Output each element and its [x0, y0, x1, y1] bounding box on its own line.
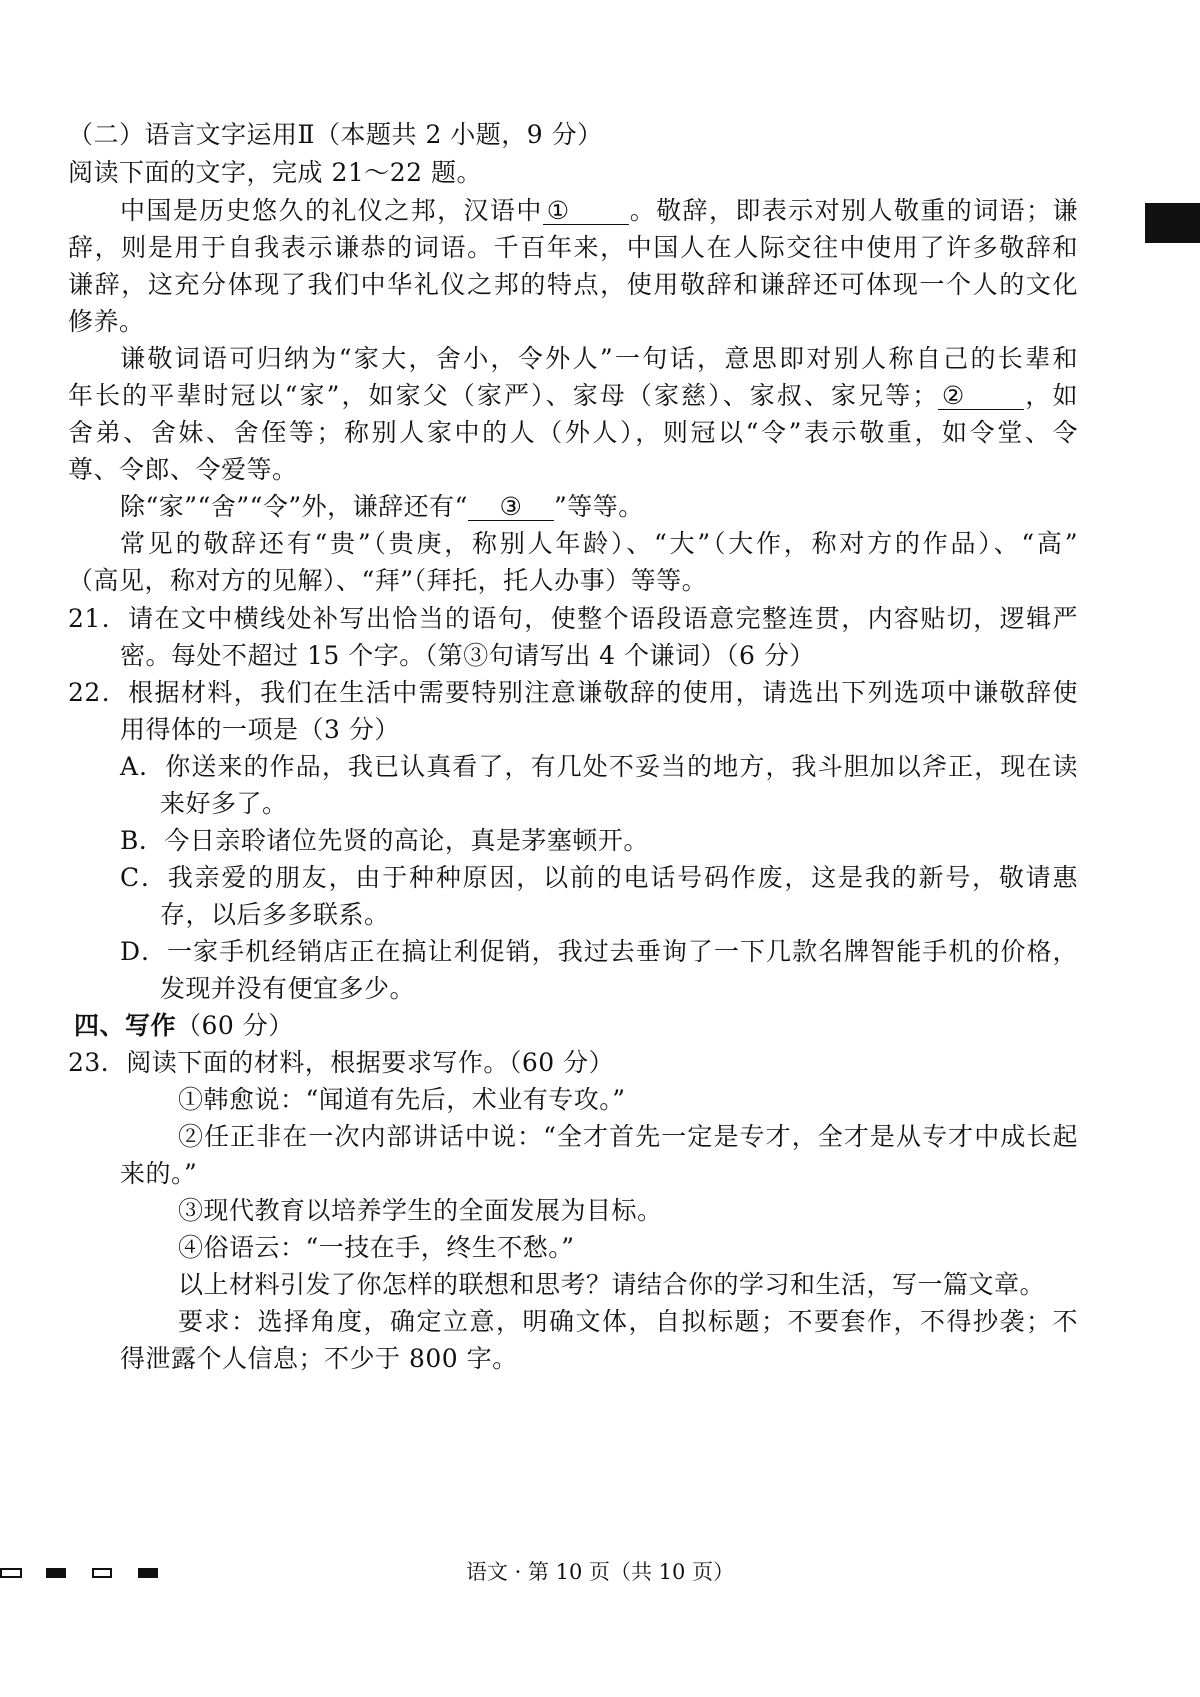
- passage-p2-line2: 年长的平辈时冠以“家”，如家父（家严）、家母（家慈）、家叔、家兄等； ② ，如: [68, 381, 1078, 410]
- question-22-line2: 用得体的一项是（3 分）: [120, 715, 400, 744]
- page-footer: 语文 · 第 10 页（共 10 页）: [465, 1560, 735, 1584]
- section-heading: （二）语言文字运用Ⅱ（本题共 2 小题，9 分）: [68, 120, 603, 149]
- page-edge-tab-mark: [1145, 203, 1200, 243]
- material-1: ①韩愈说：“闻道有先后，术业有专攻。”: [178, 1085, 626, 1114]
- question-21-line2: 密。每处不超过 15 个字。（第③句请写出 4 个谦词）（6 分）: [120, 641, 815, 670]
- passage-p2-line1: 谦敬词语可归纳为“家大，舍小，令外人”一句话，意思即对别人称自己的长辈和: [120, 344, 1078, 373]
- passage-p2-line4: 尊、令郎、令爱等。: [68, 455, 298, 484]
- material-3: ③现代教育以培养学生的全面发展为目标。: [178, 1196, 663, 1225]
- blank-2[interactable]: ②: [938, 383, 1024, 410]
- question-22-line1: 22．根据材料，我们在生活中需要特别注意谦敬辞的使用，请选出下列选项中谦敬辞使: [68, 678, 1078, 707]
- writing-prompt: 以上材料引发了你怎样的联想和思考？请结合你的学习和生活，写一篇文章。: [178, 1270, 1046, 1299]
- option-d-line1[interactable]: D．一家手机经销店正在搞让利促销，我过去垂询了一下几款名牌智能手机的价格，: [120, 937, 1078, 966]
- option-a-line1[interactable]: A．你送来的作品，我已认真看了，有几处不妥当的地方，我斗胆加以斧正，现在读: [120, 752, 1078, 781]
- writing-requirements-line1: 要求：选择角度，确定立意，明确文体，自拟标题；不要套作，不得抄袭；不: [178, 1307, 1078, 1336]
- passage-p1-line4: 修养。: [68, 307, 145, 336]
- passage-p3-line1: 除“家”“舍”“令”外，谦辞还有“ ③ ”等等。: [120, 492, 644, 521]
- passage-p1-line3: 谦辞，这充分体现了我们中华礼仪之邦的特点，使用敬辞和谦辞还可体现一个人的文化: [68, 270, 1078, 299]
- material-2-line1: ②任正非在一次内部讲话中说：“全才首先一定是专才，全才是从专才中成长起: [178, 1122, 1078, 1151]
- question-21-line1: 21．请在文中横线处补写出恰当的语句，使整个语段语意完整连贯，内容贴切，逻辑严: [68, 604, 1078, 633]
- option-c-line1[interactable]: C．我亲爱的朋友，由于种种原因，以前的电话号码作废，这是我的新号，敬请惠: [120, 863, 1078, 892]
- question-23: 23．阅读下面的材料，根据要求写作。（60 分）: [68, 1048, 615, 1077]
- option-b-line1[interactable]: B．今日亲聆诸位先贤的高论，真是茅塞顿开。: [120, 826, 649, 855]
- writing-heading: 四、写作（60 分）: [74, 1011, 294, 1040]
- passage-p2-line3: 舍弟、舍妹、舍侄等；称别人家中的人（外人），则冠以“令”表示敬重，如令堂、令: [68, 418, 1078, 447]
- material-4: ④俗语云：“一技在手，终生不愁。”: [178, 1233, 575, 1262]
- passage-p4-line1: 常见的敬辞还有“贵”（贵庚，称别人年龄）、“大”（大作，称对方的作品）、“高”: [120, 529, 1078, 558]
- section-instruction: 阅读下面的文字，完成 21～22 题。: [68, 158, 483, 187]
- blank-3[interactable]: ③: [468, 494, 554, 521]
- material-2-line2: 来的。”: [120, 1159, 198, 1188]
- option-a-line2: 来好多了。: [160, 789, 288, 818]
- passage-p4-line2: （高见，称对方的见解）、“拜”（拜托，托人办事）等等。: [68, 566, 708, 595]
- passage-p1-line2: 辞，则是用于自我表示谦恭的词语。千百年来，中国人在人际交往中使用了许多敬辞和: [68, 233, 1078, 262]
- blank-1[interactable]: ①: [543, 198, 629, 225]
- passage-p1-line1: 中国是历史悠久的礼仪之邦，汉语中 ① 。敬辞，即表示对别人敬重的词语；谦: [120, 196, 1078, 225]
- option-d-line2: 发现并没有便宜多少。: [160, 974, 416, 1003]
- writing-requirements-line2: 得泄露个人信息；不少于 800 字。: [120, 1344, 518, 1373]
- option-c-line2: 存，以后多多联系。: [160, 900, 390, 929]
